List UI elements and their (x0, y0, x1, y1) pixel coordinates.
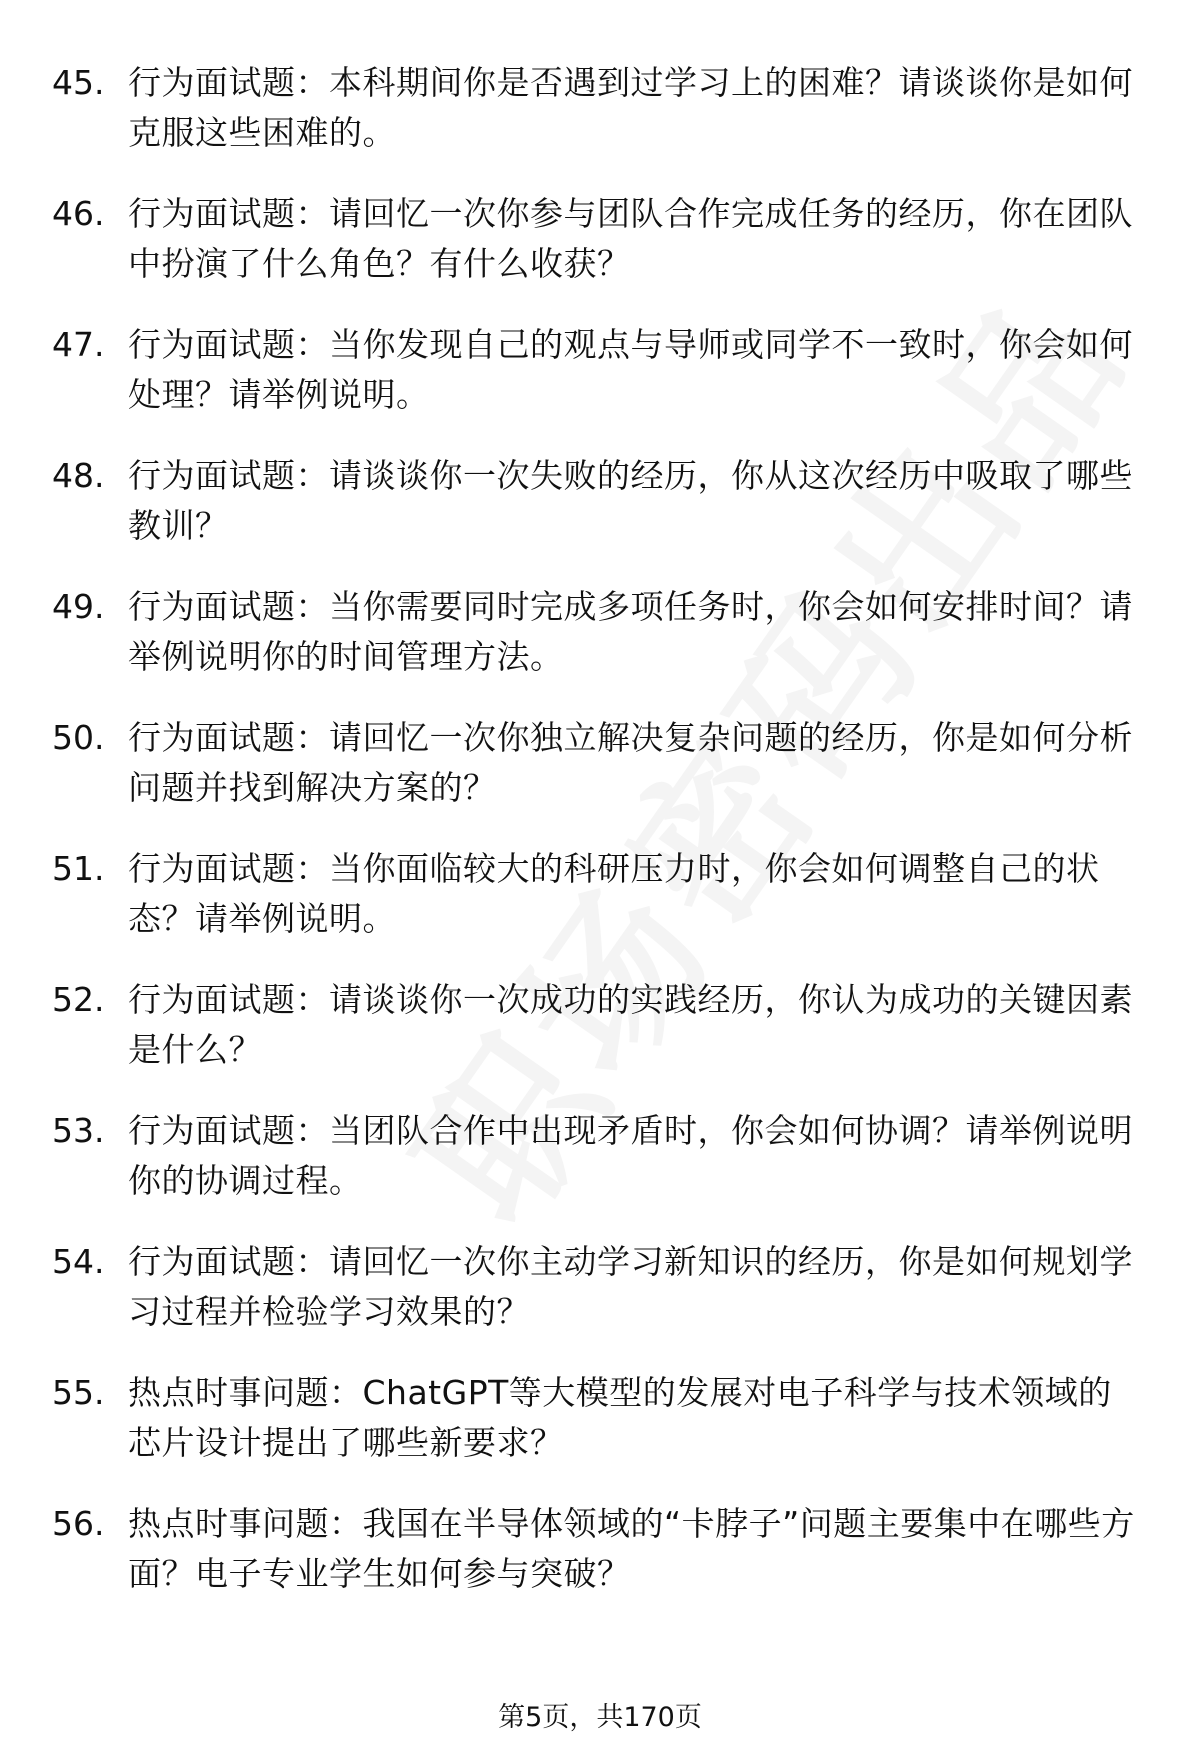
item-text: 行为面试题：请谈谈你一次失败的经历，你从这次经历中吸取了哪些教训？ (128, 456, 1133, 545)
item-number: 47. (52, 325, 105, 364)
item-text: 行为面试题：当团队合作中出现矛盾时，你会如何协调？请举例说明你的协调过程。 (128, 1111, 1133, 1200)
list-item (0, 582, 1200, 700)
list-item (0, 1106, 1200, 1224)
item-text: 行为面试题：请回忆一次你参与团队合作完成任务的经历，你在团队中扮演了什么角色？有什么收获？ (128, 194, 1133, 283)
item-number: 55. (52, 1373, 105, 1412)
item-number: 46. (52, 194, 105, 233)
item-text: 行为面试题：当你需要同时完成多项任务时，你会如何安排时间？请举例说明你的时间管理方法。 (128, 587, 1133, 676)
list-item (0, 320, 1200, 438)
item-number: 53. (52, 1111, 105, 1150)
list-item (0, 58, 1200, 176)
list-item (0, 451, 1200, 569)
list-item (0, 1368, 1200, 1486)
item-text: 行为面试题：请回忆一次你主动学习新知识的经历，你是如何规划学习过程并检验学习效果的？ (128, 1242, 1133, 1331)
item-number: 54. (52, 1242, 105, 1281)
item-number: 45. (52, 63, 105, 102)
question-list (0, 58, 1200, 1630)
list-item (0, 844, 1200, 962)
item-text: 热点时事问题：ChatGPT等大模型的发展对电子科学与技术领域的芯片设计提出了哪些新要求？ (128, 1373, 1112, 1462)
list-item (0, 1499, 1200, 1617)
item-number: 50. (52, 718, 105, 757)
item-text: 行为面试题：当你面临较大的科研压力时，你会如何调整自己的状态？请举例说明。 (128, 849, 1100, 938)
item-text: 行为面试题：本科期间你是否遇到过学习上的困难？请谈谈你是如何克服这些困难的。 (128, 63, 1133, 152)
item-number: 49. (52, 587, 105, 626)
item-text: 热点时事问题：我国在半导体领域的“卡脖子”问题主要集中在哪些方面？电子专业学生如何参与突破？ (128, 1504, 1135, 1593)
list-item (0, 713, 1200, 831)
item-text: 行为面试题：请谈谈你一次成功的实践经历，你认为成功的关键因素是什么？ (128, 980, 1133, 1069)
item-number: 48. (52, 456, 105, 495)
list-item (0, 1237, 1200, 1355)
list-item (0, 975, 1200, 1093)
list-item (0, 189, 1200, 307)
item-number: 52. (52, 980, 105, 1019)
item-number: 56. (52, 1504, 105, 1543)
item-text: 行为面试题：请回忆一次你独立解决复杂问题的经历，你是如何分析问题并找到解决方案的？ (128, 718, 1133, 807)
item-number: 51. (52, 849, 105, 888)
item-text: 行为面试题：当你发现自己的观点与导师或同学不一致时，你会如何处理？请举例说明。 (128, 325, 1133, 414)
page-footer: 第5页，共170页 (498, 1702, 702, 1733)
